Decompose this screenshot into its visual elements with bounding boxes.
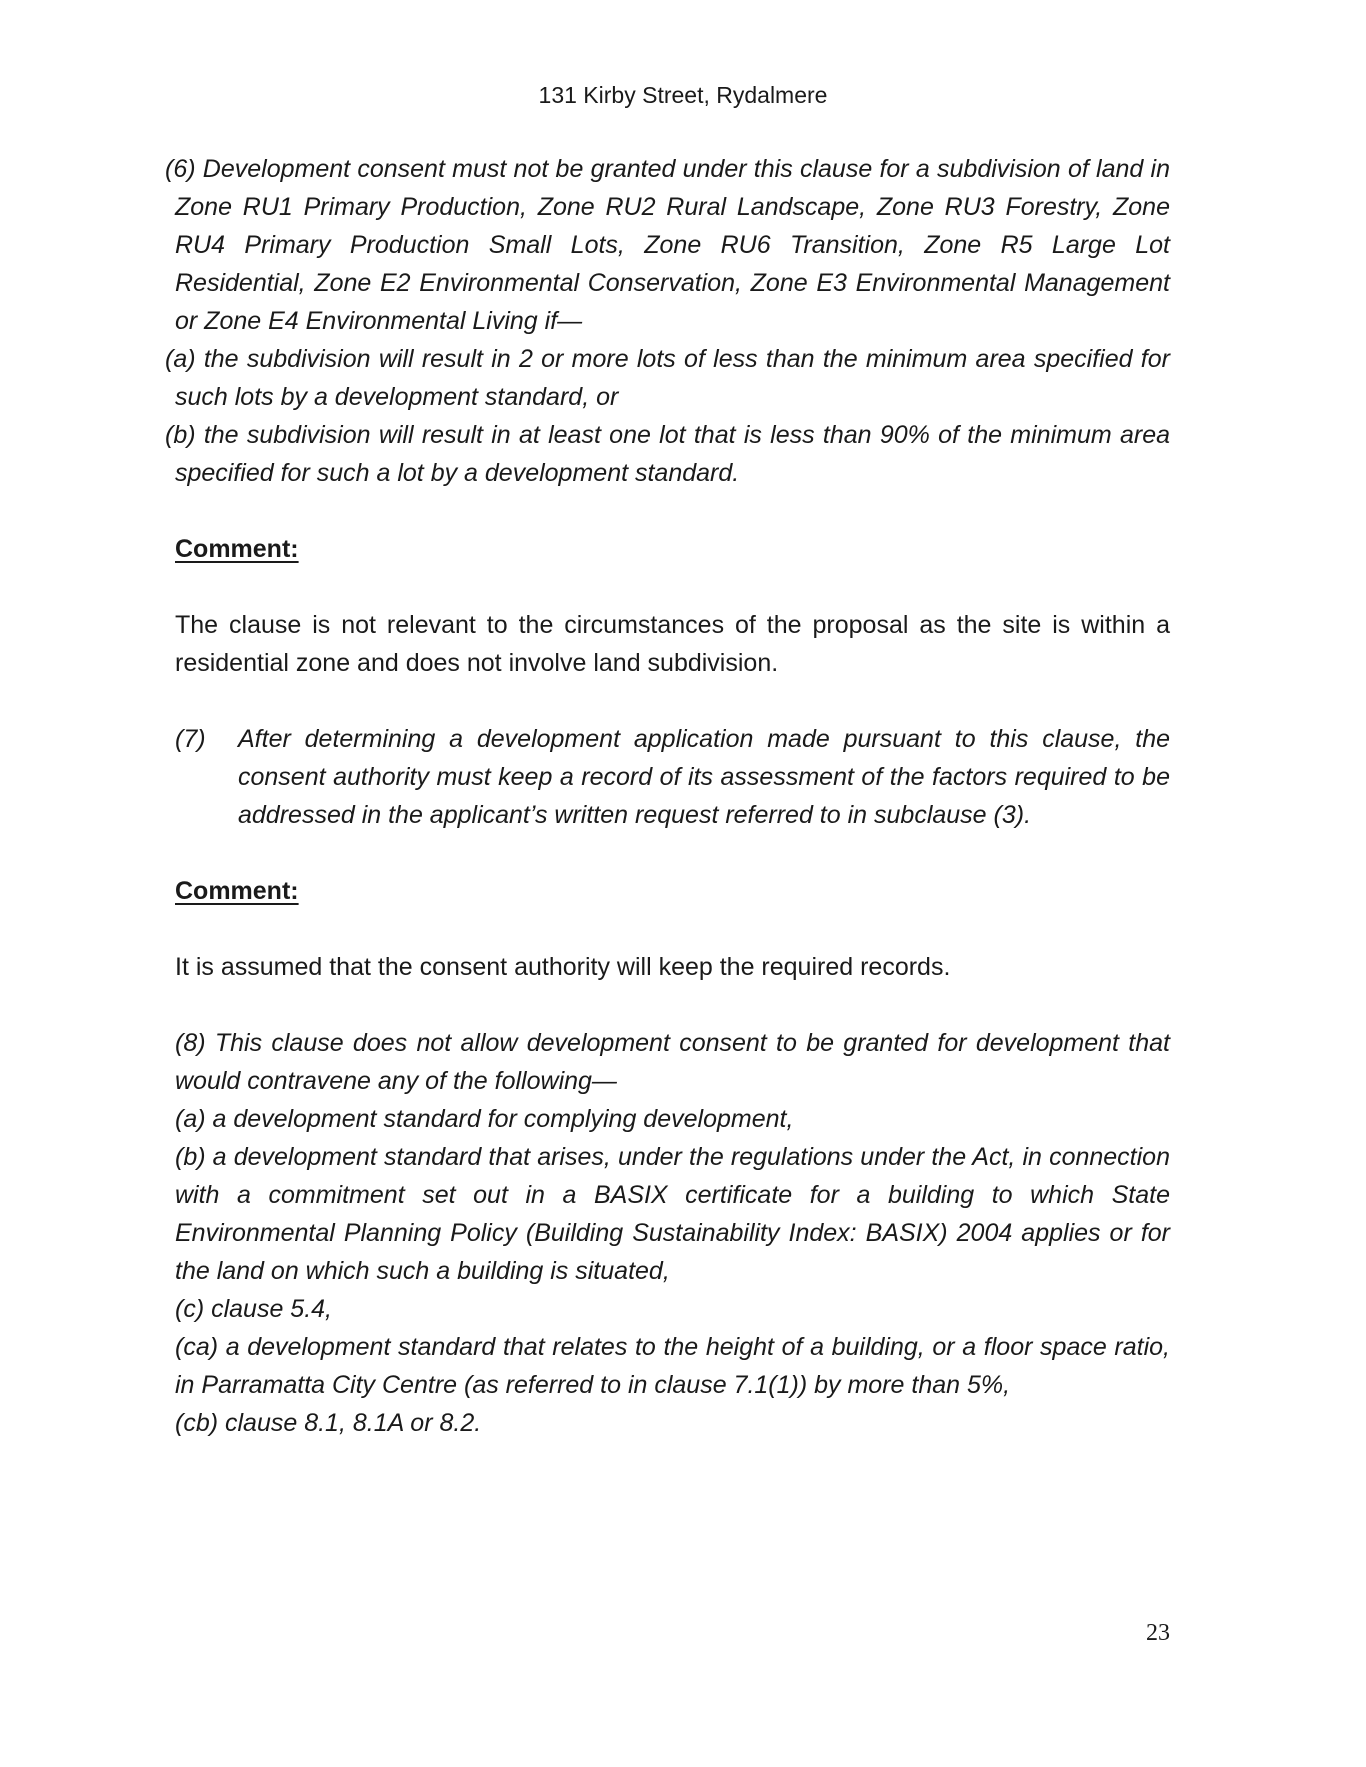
clause-8-item-ca: (ca) a development standard that relates to the height of a building, or a floor space ratio, in Parramatta City Centre (as referred to in clause 7.1(1)) by more than 5%, bbox=[175, 1333, 1170, 1399]
clause-8-item-c: (c) clause 5.4, bbox=[175, 1295, 333, 1323]
clause-7-number: (7) bbox=[175, 725, 206, 753]
comment-heading: Comment: bbox=[175, 535, 299, 563]
comment-text: The clause is not relevant to the circumstances of the proposal as the site is within a residential zone and does not involve land subdivision. bbox=[175, 611, 1170, 677]
clause-7 bbox=[175, 720, 1170, 834]
page-number: 23 bbox=[1146, 1620, 1170, 1646]
clause-8-intro: (8) This clause does not allow development consent to be granted for development that would contravene any of the following— bbox=[175, 1029, 1170, 1095]
clause-8-item-b: (b) a development standard that arises, under the regulations under the Act, in connection with a commitment set out in a BASIX certificate for a building to which State Environmental Planning Policy (Building Sustainability Index: BASIX) 2004 applies or for the land on which such a building is situated, bbox=[175, 1143, 1170, 1285]
comment-text: It is assumed that the consent authority will keep the required records. bbox=[175, 953, 951, 981]
clause-7-text: After determining a development application made pursuant to this clause, the consent authority must keep a record of its assessment of the factors required to be addressed in the applicant’s written request referred to in subclause (3). bbox=[238, 725, 1170, 829]
clause-6-item-b: (b) the subdivision will result in at least one lot that is less than 90% of the minimum area specified for such a lot by a development standard. bbox=[165, 421, 1170, 487]
clause-6-intro: (6) Development consent must not be granted under this clause for a subdivision of land in Zone RU1 Primary Production, Zone RU2 Rural Landscape, Zone RU3 Forestry, Zone RU4 Primary Production Small Lots, Zone RU6 Transition, Zone R5 Large Lot Residential, Zone E2 Environmental Conservation, Zone E3 Environmental Management or Zone E4 Environmental Living if— bbox=[165, 155, 1170, 335]
clause-8-item-cb: (cb) clause 8.1, 8.1A or 8.2. bbox=[175, 1409, 482, 1437]
page-header: 131 Kirby Street, Rydalmere bbox=[538, 82, 828, 108]
page-body bbox=[165, 150, 1170, 1442]
clause-6 bbox=[165, 150, 1170, 492]
clause-8-item-a: (a) a development standard for complying development, bbox=[175, 1105, 794, 1133]
comment-heading: Comment: bbox=[175, 877, 299, 905]
clause-6-item-a: (a) the subdivision will result in 2 or more lots of less than the minimum area specified for such lots by a development standard, or bbox=[165, 345, 1170, 411]
clause-8 bbox=[175, 1024, 1170, 1442]
